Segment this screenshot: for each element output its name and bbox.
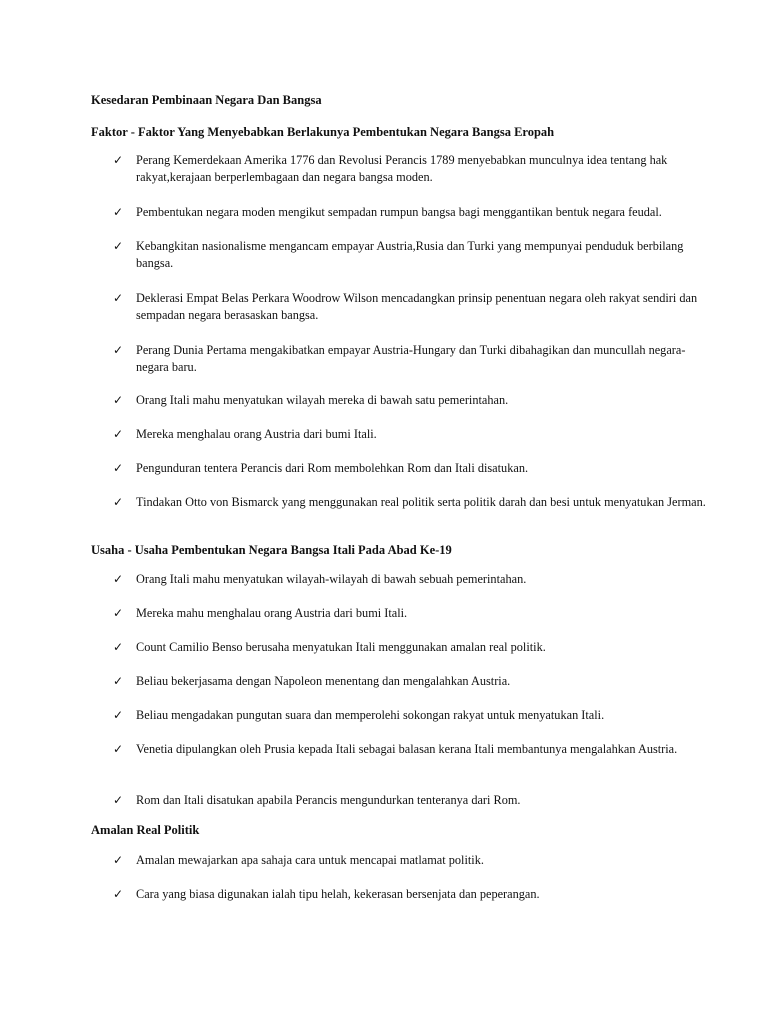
list-item-text: Pembentukan negara moden mengikut sempadan rumpun bangsa bagi menggantikan bentuk negara feudal.: [136, 205, 662, 219]
list-item-text: Mereka mahu menghalau orang Austria dari bumi Itali.: [136, 606, 408, 620]
list-item-text: Perang Kemerdekaan Amerika 1776 dan Revolusi Perancis 1789 menyebabkan munculnya idea tentang hak rakyat,kerajaan berperlembagaan dan negara bangsa moden.: [136, 153, 668, 184]
check-mark-icon: ✓: [113, 572, 124, 586]
check-mark-icon: ✓: [113, 153, 124, 167]
document-title: Kesedaran Pembinaan Negara Dan Bangsa: [91, 93, 322, 107]
list-item-text: Kebangkitan nasionalisme mengancam empayar Austria,Rusia dan Turki yang mempunyai penduduk berbilang bangsa.: [136, 239, 684, 270]
list-item-text: Count Camilio Benso berusaha menyatukan Itali menggunakan amalan real politik.: [136, 640, 546, 654]
list-item-text: Tindakan Otto von Bismarck yang menggunakan real politik serta politik darah dan besi untuk menyatukan Jerman.: [136, 495, 706, 509]
list-item-text: Amalan mewajarkan apa sahaja cara untuk mencapai matlamat politik.: [136, 853, 484, 867]
list-item-text: Beliau mengadakan pungutan suara dan memperolehi sokongan rakyat untuk menyatukan Itali.: [136, 708, 605, 722]
section-heading: Usaha - Usaha Pembentukan Negara Bangsa Itali Pada Abad Ke-19: [91, 543, 452, 557]
list-item-text: Perang Dunia Pertama mengakibatkan empayar Austria-Hungary dan Turki dibahagikan dan muncullah negara-negara baru.: [136, 343, 686, 374]
list-item-text: Cara yang biasa digunakan ialah tipu helah, kekerasan bersenjata dan peperangan.: [136, 887, 540, 901]
section-usaha: [91, 542, 731, 807]
list-item-text: Pengunduran tentera Perancis dari Rom membolehkan Rom dan Itali disatukan.: [136, 461, 529, 475]
list-item-text: Beliau bekerjasama dengan Napoleon menentang dan mengalahkan Austria.: [136, 674, 511, 688]
list-item-text: Mereka menghalau orang Austria dari bumi Itali.: [136, 427, 377, 441]
section-heading: Faktor - Faktor Yang Menyebabkan Berlakunya Pembentukan Negara Bangsa Eropah: [91, 125, 555, 139]
list-item-text: Deklerasi Empat Belas Perkara Woodrow Wilson mencadangkan prinsip penentuan negara oleh rakyat sendiri dan sempadan negara berasaskan bangsa.: [136, 291, 698, 322]
check-mark-icon: ✓: [113, 495, 124, 509]
section-faktor: [91, 124, 731, 509]
check-mark-icon: ✓: [113, 606, 124, 620]
list-item-text: Rom dan Itali disatukan apabila Perancis mengundurkan tenteranya dari Rom.: [136, 793, 521, 807]
check-mark-icon: ✓: [113, 239, 124, 253]
check-mark-icon: ✓: [113, 393, 124, 407]
check-mark-icon: ✓: [113, 674, 124, 688]
section-amalan-real-politik: [91, 822, 731, 901]
check-mark-icon: ✓: [113, 640, 124, 654]
check-mark-icon: ✓: [113, 427, 124, 441]
list-item-text: Orang Itali mahu menyatukan wilayah mereka di bawah satu pemerintahan.: [136, 393, 509, 407]
check-mark-icon: ✓: [113, 205, 124, 219]
list-item-text: Orang Itali mahu menyatukan wilayah-wilayah di bawah sebuah pemerintahan.: [136, 572, 527, 586]
check-mark-icon: ✓: [113, 853, 124, 867]
check-mark-icon: ✓: [113, 708, 124, 722]
check-mark-icon: ✓: [113, 291, 124, 305]
section-heading: Amalan Real Politik: [91, 823, 200, 837]
check-mark-icon: ✓: [113, 742, 124, 756]
check-mark-icon: ✓: [113, 793, 124, 807]
list-item-text: Venetia dipulangkan oleh Prusia kepada Itali sebagai balasan kerana Itali membantunya mengalahkan Austria.: [136, 742, 678, 756]
check-mark-icon: ✓: [113, 343, 124, 357]
check-mark-icon: ✓: [113, 887, 124, 901]
check-mark-icon: ✓: [113, 461, 124, 475]
